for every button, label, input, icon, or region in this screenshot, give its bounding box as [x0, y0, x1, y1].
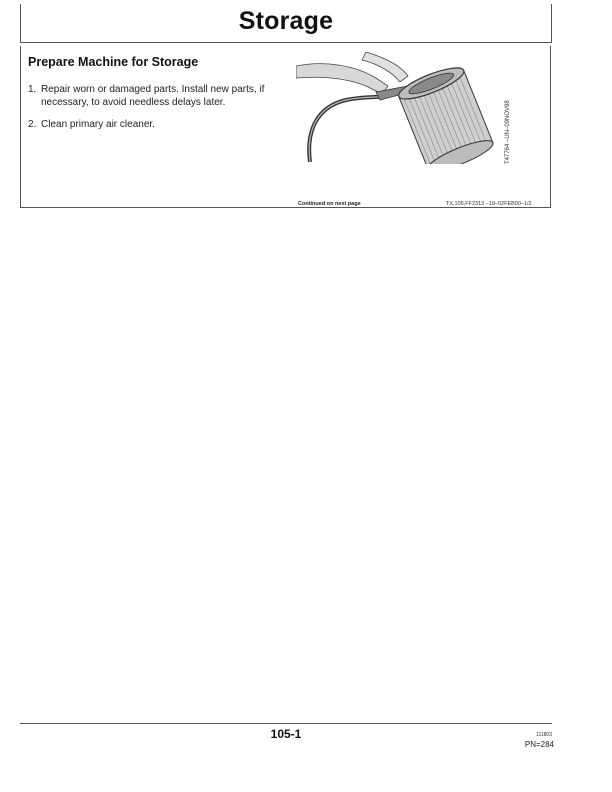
step-number: 1.: [28, 84, 37, 95]
page-title: Storage: [238, 7, 334, 35]
step-text: Repair worn or damaged parts. Install new parts, if necessary, to avoid needless delays later.: [41, 84, 265, 108]
header-rule-bottom: [20, 42, 552, 43]
filter-element: [395, 62, 495, 164]
air-hose: [309, 96, 384, 162]
step-text: Clean primary air cleaner.: [41, 119, 155, 130]
section-heading: Prepare Machine for Storage: [28, 55, 199, 69]
left-arm: [296, 64, 388, 94]
continued-note: Continued on next page: [298, 201, 361, 207]
document-reference: TX,105,FF2313 –19–02FEB00–1/2: [446, 201, 532, 207]
page-number: 105-1: [270, 727, 302, 741]
step-1: [28, 83, 293, 111]
step-number: 2.: [28, 119, 37, 130]
date-code: 111803: [536, 732, 552, 738]
step-2: [28, 118, 293, 132]
figure-code: T47764 –UN–09NOV88: [505, 100, 511, 164]
footer-rule: [20, 723, 552, 724]
pn-code: PN=284: [524, 740, 554, 749]
air-cleaner-illustration: [296, 52, 516, 164]
